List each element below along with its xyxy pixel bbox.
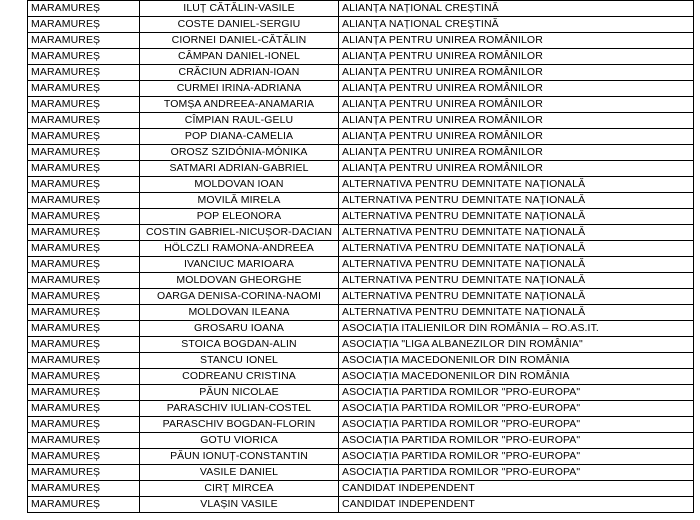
party-cell: CANDIDAT INDEPENDENT (339, 497, 694, 513)
table-row (28, 177, 694, 193)
candidate-name-cell: PARASCHIV BOGDAN-FLORIN (140, 417, 339, 433)
candidate-name-cell: GOTU VIORICA (140, 433, 339, 449)
party-cell: ASOCIAȚIA PARTIDA ROMILOR "PRO-EUROPA" (339, 433, 694, 449)
table-row (28, 113, 694, 129)
county-cell: MARAMUREȘ (28, 209, 140, 225)
table-row (28, 193, 694, 209)
candidate-name-cell: VASILE DANIEL (140, 465, 339, 481)
party-cell: ALIANȚA PENTRU UNIREA ROMÂNILOR (339, 145, 694, 161)
party-cell: ALTERNATIVA PENTRU DEMNITATE NAȚIONALĂ (339, 273, 694, 289)
table-row (28, 257, 694, 273)
party-cell: ALTERNATIVA PENTRU DEMNITATE NAȚIONALĂ (339, 257, 694, 273)
candidate-name-cell: POP DIANA-CAMELIA (140, 129, 339, 145)
county-cell: MARAMUREȘ (28, 337, 140, 353)
table-row (28, 417, 694, 433)
county-cell: MARAMUREȘ (28, 225, 140, 241)
candidate-name-cell: CIORNEI DANIEL-CĂTĂLIN (140, 33, 339, 49)
county-cell: MARAMUREȘ (28, 97, 140, 113)
table-row (28, 321, 694, 337)
candidates-table-body (28, 1, 694, 513)
table-row (28, 33, 694, 49)
candidate-name-cell: CRĂCIUN ADRIAN-IOAN (140, 65, 339, 81)
candidate-name-cell: SATMARI ADRIAN-GABRIEL (140, 161, 339, 177)
candidate-name-cell: ILUȚ CĂTĂLIN-VASILE (140, 1, 339, 17)
candidate-name-cell: HÖLCZLI RAMONA-ANDREEA (140, 241, 339, 257)
county-cell: MARAMUREȘ (28, 353, 140, 369)
party-cell: ALTERNATIVA PENTRU DEMNITATE NAȚIONALĂ (339, 305, 694, 321)
party-cell: ALIANȚA PENTRU UNIREA ROMÂNILOR (339, 113, 694, 129)
candidate-name-cell: COSTIN GABRIEL-NICUȘOR-DACIAN (140, 225, 339, 241)
candidate-name-cell: CODREANU CRISTINA (140, 369, 339, 385)
candidate-name-cell: OARGA DENISA-CORINA-NAOMI (140, 289, 339, 305)
party-cell: ASOCIAȚIA PARTIDA ROMILOR "PRO-EUROPA" (339, 417, 694, 433)
candidate-name-cell: STANCU IONEL (140, 353, 339, 369)
table-row (28, 225, 694, 241)
county-cell: MARAMUREȘ (28, 49, 140, 65)
party-cell: ALTERNATIVA PENTRU DEMNITATE NAȚIONALĂ (339, 209, 694, 225)
candidate-name-cell: POP ELEONORA (140, 209, 339, 225)
table-row (28, 129, 694, 145)
candidate-name-cell: COSTE DANIEL-SERGIU (140, 17, 339, 33)
county-cell: MARAMUREȘ (28, 289, 140, 305)
candidate-name-cell: MOLDOVAN IOAN (140, 177, 339, 193)
table-row (28, 465, 694, 481)
candidate-name-cell: PĂUN IONUȚ-CONSTANTIN (140, 449, 339, 465)
party-cell: ASOCIAȚIA PARTIDA ROMILOR "PRO-EUROPA" (339, 385, 694, 401)
party-cell: ALIANȚA PENTRU UNIREA ROMÂNILOR (339, 49, 694, 65)
county-cell: MARAMUREȘ (28, 369, 140, 385)
county-cell: MARAMUREȘ (28, 177, 140, 193)
table-row (28, 305, 694, 321)
party-cell: ALTERNATIVA PENTRU DEMNITATE NAȚIONALĂ (339, 241, 694, 257)
county-cell: MARAMUREȘ (28, 33, 140, 49)
table-row (28, 353, 694, 369)
candidate-name-cell: IVANCIUC MARIOARA (140, 257, 339, 273)
table-row (28, 289, 694, 305)
table-row (28, 49, 694, 65)
party-cell: ALIANȚA PENTRU UNIREA ROMÂNILOR (339, 81, 694, 97)
party-cell: ALIANȚA PENTRU UNIREA ROMÂNILOR (339, 129, 694, 145)
table-row (28, 369, 694, 385)
party-cell: ASOCIAȚIA PARTIDA ROMILOR "PRO-EUROPA" (339, 449, 694, 465)
county-cell: MARAMUREȘ (28, 241, 140, 257)
county-cell: MARAMUREȘ (28, 305, 140, 321)
county-cell: MARAMUREȘ (28, 401, 140, 417)
table-row (28, 161, 694, 177)
candidate-name-cell: CÂMPAN DANIEL-IONEL (140, 49, 339, 65)
table-row (28, 401, 694, 417)
table-row (28, 209, 694, 225)
table-row (28, 273, 694, 289)
table-row (28, 17, 694, 33)
party-cell: CANDIDAT INDEPENDENT (339, 481, 694, 497)
party-cell: ALIANȚA PENTRU UNIREA ROMÂNILOR (339, 65, 694, 81)
candidate-name-cell: MOVILĂ MIRELA (140, 193, 339, 209)
table-row (28, 449, 694, 465)
table-row (28, 497, 694, 513)
county-cell: MARAMUREȘ (28, 465, 140, 481)
party-cell: ALIANȚA PENTRU UNIREA ROMÂNILOR (339, 97, 694, 113)
party-cell: ASOCIAȚIA MACEDONENILOR DIN ROMÂNIA (339, 369, 694, 385)
candidate-name-cell: MOLDOVAN ILEANA (140, 305, 339, 321)
party-cell: ASOCIAȚIA MACEDONENILOR DIN ROMÂNIA (339, 353, 694, 369)
county-cell: MARAMUREȘ (28, 481, 140, 497)
county-cell: MARAMUREȘ (28, 273, 140, 289)
county-cell: MARAMUREȘ (28, 129, 140, 145)
candidates-sheet (27, 0, 693, 513)
county-cell: MARAMUREȘ (28, 417, 140, 433)
candidates-table (27, 0, 694, 513)
candidate-name-cell: CIRȚ MIRCEA (140, 481, 339, 497)
county-cell: MARAMUREȘ (28, 81, 140, 97)
county-cell: MARAMUREȘ (28, 449, 140, 465)
county-cell: MARAMUREȘ (28, 1, 140, 17)
party-cell: ASOCIAȚIA "LIGA ALBANEZILOR DIN ROMÂNIA" (339, 337, 694, 353)
table-row (28, 145, 694, 161)
table-row (28, 97, 694, 113)
party-cell: ASOCIAȚIA PARTIDA ROMILOR "PRO-EUROPA" (339, 465, 694, 481)
county-cell: MARAMUREȘ (28, 497, 140, 513)
county-cell: MARAMUREȘ (28, 145, 140, 161)
county-cell: MARAMUREȘ (28, 17, 140, 33)
table-row (28, 433, 694, 449)
candidate-name-cell: CÎMPIAN RAUL-GELU (140, 113, 339, 129)
table-row (28, 241, 694, 257)
party-cell: ALIANȚA NAȚIONAL CREȘTINĂ (339, 1, 694, 17)
candidate-name-cell: PĂUN NICOLAE (140, 385, 339, 401)
candidate-name-cell: OROSZ SZIDÓNIA-MÓNIKA (140, 145, 339, 161)
candidate-name-cell: MOLDOVAN GHEORGHE (140, 273, 339, 289)
table-row (28, 65, 694, 81)
table-row (28, 337, 694, 353)
table-row (28, 1, 694, 17)
table-row (28, 481, 694, 497)
county-cell: MARAMUREȘ (28, 433, 140, 449)
county-cell: MARAMUREȘ (28, 65, 140, 81)
party-cell: ALTERNATIVA PENTRU DEMNITATE NAȚIONALĂ (339, 225, 694, 241)
party-cell: ALTERNATIVA PENTRU DEMNITATE NAȚIONALĂ (339, 193, 694, 209)
candidate-name-cell: GROSARU IOANA (140, 321, 339, 337)
county-cell: MARAMUREȘ (28, 385, 140, 401)
county-cell: MARAMUREȘ (28, 257, 140, 273)
candidate-name-cell: STOICA BOGDAN-ALIN (140, 337, 339, 353)
party-cell: ASOCIAȚIA ITALIENILOR DIN ROMÂNIA – RO.AS.IT. (339, 321, 694, 337)
party-cell: ALIANȚA PENTRU UNIREA ROMÂNILOR (339, 161, 694, 177)
party-cell: ALIANȚA NAȚIONAL CREȘTINĂ (339, 17, 694, 33)
party-cell: ASOCIAȚIA PARTIDA ROMILOR "PRO-EUROPA" (339, 401, 694, 417)
candidate-name-cell: VLAȘIN VASILE (140, 497, 339, 513)
table-row (28, 385, 694, 401)
county-cell: MARAMUREȘ (28, 321, 140, 337)
county-cell: MARAMUREȘ (28, 113, 140, 129)
county-cell: MARAMUREȘ (28, 161, 140, 177)
party-cell: ALTERNATIVA PENTRU DEMNITATE NAȚIONALĂ (339, 177, 694, 193)
party-cell: ALTERNATIVA PENTRU DEMNITATE NAȚIONALĂ (339, 289, 694, 305)
party-cell: ALIANȚA PENTRU UNIREA ROMÂNILOR (339, 33, 694, 49)
table-row (28, 81, 694, 97)
candidate-name-cell: CURMEI IRINA-ADRIANA (140, 81, 339, 97)
candidate-name-cell: PARASCHIV IULIAN-COSTEL (140, 401, 339, 417)
candidate-name-cell: TOMȘA ANDREEA-ANAMARIA (140, 97, 339, 113)
county-cell: MARAMUREȘ (28, 193, 140, 209)
